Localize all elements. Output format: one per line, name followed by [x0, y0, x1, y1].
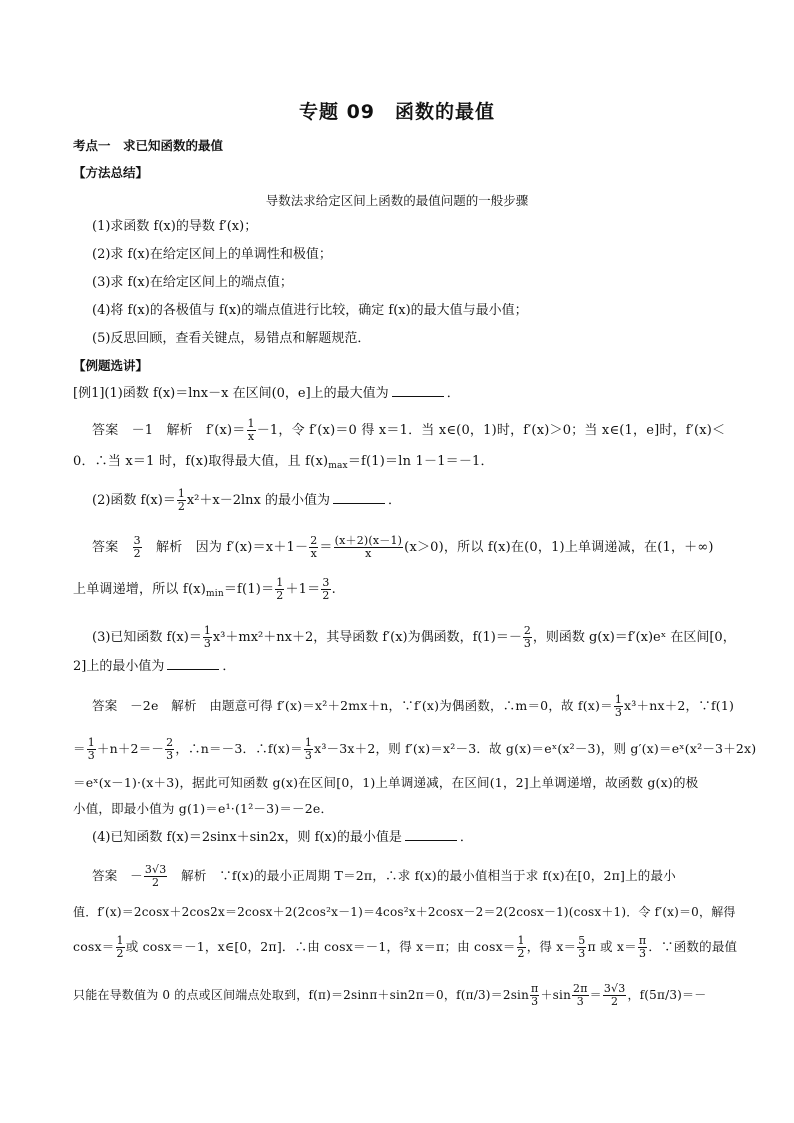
answer-text: ＝f(1)＝	[223, 582, 275, 597]
fraction	[530, 983, 539, 1008]
answer-text: 上单调递增，所以 f(x)	[73, 582, 207, 597]
fraction	[275, 577, 284, 602]
example-4-answer-line-4	[73, 983, 723, 1008]
answer-text: ，∴n＝－3．∴f(x)＝	[175, 741, 303, 756]
answer-blank	[405, 828, 457, 841]
answer-text: ＝	[319, 540, 333, 555]
example-3-answer-line-4: 小值，即最小值为 g(1)＝e¹·(1²－3)＝－2e．	[73, 801, 334, 816]
fraction-numerator: 3√3	[603, 982, 626, 995]
answer-text: 答案 －2e 解析 由题意可得 f′(x)＝x²＋2mx＋n，∵f′(x)为偶函数，∴m＝0，故 f(x)＝	[92, 698, 613, 713]
fraction-denominator: 3	[203, 637, 211, 650]
answer-text: 答案 －1 解析 f′(x)＝	[92, 423, 246, 438]
answer-text: ，得 x＝	[526, 939, 577, 954]
answer-text: ＝	[73, 741, 86, 756]
step-3: (3)求 f(x)在给定区间上的端点值；	[92, 275, 293, 290]
method-subtitle: 导数法求给定区间上函数的最值问题的一般步骤	[265, 193, 529, 208]
fraction	[144, 864, 168, 889]
fraction-denominator: 2	[276, 589, 284, 602]
fraction-denominator: 2	[611, 995, 619, 1008]
step-2: (2)求 f(x)在给定区间上的单调性和极值；	[92, 247, 332, 262]
fraction-denominator: 2	[116, 947, 124, 960]
question-text: 2]上的最小值为	[73, 659, 165, 674]
fraction	[133, 535, 142, 560]
fraction-numerator: 2	[523, 624, 531, 637]
step-1: (1)求函数 f(x)的导数 f′(x)；	[92, 219, 258, 234]
fraction-denominator: 3	[523, 637, 531, 650]
answer-text: x³＋nx＋2，∵f(1)	[624, 698, 735, 713]
fraction-numerator: π	[638, 934, 647, 947]
example-3-question-line-2	[73, 657, 723, 676]
example-4-answer-line-2: 值．f′(x)＝2cosx＋2cos2x＝2cosx＋2(2cos²x－1)＝4cos²x＋2cosx－2＝2(2cosx－1)(cosx＋1)．令 f′(x)＝0，解得	[73, 905, 736, 919]
answer-text: ，f(5π/3)＝－	[627, 988, 707, 1002]
example-2-answer-line-2	[73, 577, 723, 603]
fraction-denominator: x	[365, 547, 372, 560]
answer-text: 只能在导数值为 0 的点或区间端点处取到，f(π)＝2sinπ＋sin2π＝0，f	[73, 988, 461, 1002]
answer-blank	[167, 657, 219, 670]
fraction	[87, 737, 96, 762]
fraction-numerator: 1	[87, 736, 95, 749]
example-1-answer-line-1	[92, 418, 742, 443]
fraction-numerator: (x＋2)(x－1)	[334, 534, 403, 547]
fraction-numerator: 1	[247, 417, 255, 430]
fraction	[638, 935, 647, 960]
answer-text: 0．∴当 x＝1 时，f(x)取得最大值，且 f(x)	[73, 454, 329, 469]
fraction-denominator: 3	[531, 995, 539, 1008]
example-1-question	[73, 384, 723, 403]
example-1-answer-line-2	[73, 453, 723, 475]
fraction	[309, 535, 318, 560]
fraction	[577, 935, 586, 960]
fraction-denominator: 2	[133, 547, 141, 560]
fraction-numerator: 1	[517, 934, 525, 947]
answer-text: 或 cosx＝－1，x∈[0，2π]．∴由 cosx＝－1，得 x＝π；由 cosx＝	[125, 939, 516, 954]
fraction	[321, 577, 330, 602]
fraction	[116, 935, 125, 960]
answer-text: ＋1＝	[285, 582, 321, 597]
example-2-answer-line-1	[92, 535, 742, 560]
fraction-denominator: 3	[639, 947, 647, 960]
fraction-numerator: 2	[166, 736, 174, 749]
question-text: [例1](1)函数 f(x)＝lnx－x 在区间(0，e]上的最大值为	[73, 386, 389, 401]
fraction-numerator: 2π	[573, 982, 588, 995]
fraction-denominator: 3	[304, 749, 313, 762]
fraction	[304, 737, 313, 762]
step-4: (4)将 f(x)的各极值与 f(x)的端点值进行比较，确定 f(x)的最大值与最小值；	[92, 303, 528, 318]
question-end: ．	[446, 386, 460, 401]
example-3-question-line-1	[92, 625, 742, 650]
fraction-numerator: 1	[203, 624, 211, 637]
fraction	[517, 935, 526, 960]
answer-text: cosx＝	[73, 939, 115, 954]
fraction-numerator: 1	[614, 693, 623, 706]
fraction	[334, 535, 404, 560]
question-text: x²＋x－2lnx 的最小值为	[186, 493, 330, 508]
answer-text: ＋sin	[540, 988, 571, 1002]
answer-text: ＝	[589, 988, 602, 1002]
question-text: x³＋mx²＋nx＋2，其导函数 f′(x)为偶函数，f(1)＝－	[212, 630, 522, 645]
answer-blank	[392, 384, 444, 397]
fraction-denominator: 3	[166, 749, 174, 762]
question-text: (4)已知函数 f(x)＝2sinx＋sin2x，则 f(x)的最小值是	[92, 830, 402, 845]
answer-text: ＝f(1)＝ln 1－1＝－1．	[347, 454, 494, 469]
question-end: ．	[222, 659, 236, 674]
fraction-numerator: 3√3	[144, 863, 167, 876]
answer-text: .	[331, 582, 336, 597]
fraction	[614, 694, 623, 719]
fraction-denominator: 3	[578, 947, 586, 960]
answer-blank	[333, 491, 385, 504]
answer-label: 答案	[92, 540, 119, 555]
answer-text: 答案 －	[92, 868, 143, 883]
fraction	[572, 983, 589, 1008]
fraction-denominator: x	[247, 430, 255, 443]
question-text: (2)函数 f(x)＝	[92, 493, 176, 508]
fraction-denominator: 2	[152, 876, 160, 889]
question-end: ．	[459, 830, 473, 845]
answer-text: (π/3)＝2sin	[460, 988, 530, 1002]
example-4-answer-line-3	[73, 934, 738, 960]
fraction-denominator: 3	[87, 749, 95, 762]
fraction-numerator: 5	[578, 934, 586, 947]
answer-text: ＋n＋2＝－	[96, 741, 165, 756]
fraction-denominator: 3	[614, 706, 623, 719]
answer-text: x³－3x＋2，则 f′(x)＝x²－3．故 g(x)＝eˣ(x²－3)，则 g′(x)＝eˣ(x²－3＋2x)	[314, 741, 757, 756]
fraction-denominator: x	[310, 547, 317, 560]
question-text: (3)已知函数 f(x)＝	[92, 630, 202, 645]
fraction	[203, 625, 212, 650]
fraction	[165, 737, 174, 762]
fraction-numerator: 3	[322, 576, 330, 589]
answer-text: ．∵函数的最值	[648, 939, 738, 954]
answer-text: 解析 因为 f′(x)＝x＋1－	[142, 540, 309, 555]
fraction	[177, 488, 186, 513]
fraction-numerator: 1	[177, 487, 185, 500]
page-title: 专题 09 函数的最值	[298, 101, 496, 123]
question-end: ．	[387, 493, 401, 508]
section-heading: 考点一 求已知函数的最值	[73, 138, 224, 153]
example-3-answer-line-3: ＝eˣ(x－1)·(x＋3)，据此可知函数 g(x)在区间[0，1)上单调递减，在区间(1，2]上单调递增，故函数 g(x)的极	[73, 775, 699, 790]
fraction	[603, 983, 627, 1008]
fraction-denominator: 2	[322, 589, 330, 602]
fraction-denominator: 2	[177, 500, 185, 513]
fraction-numerator: 2	[310, 534, 318, 547]
fraction-denominator: 3	[576, 995, 584, 1008]
fraction-denominator: 2	[517, 947, 525, 960]
subscript: min	[206, 589, 224, 599]
fraction-numerator: 1	[116, 934, 124, 947]
answer-text: －1，令 f′(x)＝0 得 x＝1．当 x∈(0，1)时，f′(x)＞0；当 x∈(1，e]时，f′(x)＜	[256, 423, 726, 438]
example-3-answer-line-2	[73, 736, 757, 762]
fraction	[247, 418, 256, 443]
subscript: max	[328, 461, 348, 471]
answer-text: 解析 ∵f(x)的最小正周期 T＝2π，∴求 f(x)的最小值相当于求 f(x)在[0，2π]上的最小	[168, 868, 676, 883]
fraction-numerator: π	[531, 982, 539, 995]
fraction-numerator: 1	[276, 576, 284, 589]
fraction-numerator: 1	[304, 736, 313, 749]
fraction	[523, 625, 532, 650]
example-2-question	[92, 488, 742, 513]
method-header: 【方法总结】	[73, 165, 149, 180]
example-4-answer-line-1	[92, 864, 742, 889]
fraction-numerator: 3	[133, 534, 141, 547]
answer-text: (x＞0)，所以 f(x)在(0，1)上单调递减，在(1，＋∞)	[404, 540, 714, 555]
example-4-question	[92, 828, 742, 847]
step-5: (5)反思回顾，查看关键点，易错点和解题规范．	[92, 331, 371, 346]
answer-text: π 或 x＝	[587, 939, 637, 954]
question-text: ，则函数 g(x)＝f′(x)eˣ 在区间[0，	[532, 630, 736, 645]
example-3-answer-line-1	[92, 694, 742, 719]
example-header: 【例题选讲】	[73, 358, 149, 373]
